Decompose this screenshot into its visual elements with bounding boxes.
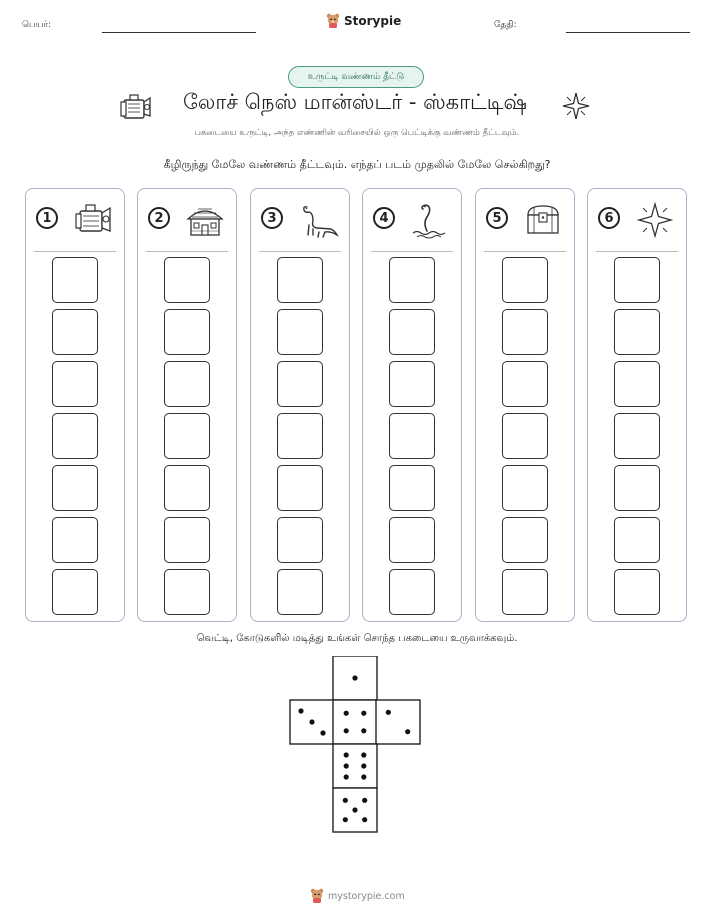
color-box[interactable] bbox=[389, 569, 435, 615]
color-box[interactable] bbox=[277, 465, 323, 511]
die-pip bbox=[405, 729, 410, 734]
column-5 bbox=[475, 188, 575, 622]
bear-icon bbox=[326, 13, 340, 29]
brand-logo bbox=[326, 13, 401, 29]
color-box[interactable] bbox=[389, 309, 435, 355]
color-box[interactable] bbox=[502, 257, 548, 303]
die-face-3 bbox=[290, 700, 334, 744]
name-label: பெயர்: bbox=[22, 20, 52, 30]
color-box[interactable] bbox=[164, 413, 210, 459]
die-pip bbox=[343, 817, 348, 822]
column-2 bbox=[137, 188, 237, 622]
date-label: தேதி: bbox=[494, 20, 517, 30]
color-box[interactable] bbox=[277, 517, 323, 563]
camera-icon bbox=[72, 201, 114, 239]
date-line[interactable] bbox=[566, 32, 690, 33]
die-pip bbox=[344, 728, 349, 733]
color-box[interactable] bbox=[52, 517, 98, 563]
color-box[interactable] bbox=[164, 257, 210, 303]
die-pip bbox=[309, 719, 314, 724]
die-pip bbox=[362, 817, 367, 822]
camera-icon bbox=[120, 92, 152, 122]
color-box[interactable] bbox=[277, 569, 323, 615]
color-box[interactable] bbox=[389, 465, 435, 511]
die-pip bbox=[386, 710, 391, 715]
column-divider bbox=[484, 251, 566, 252]
die-face-6 bbox=[333, 744, 377, 788]
color-box[interactable] bbox=[502, 517, 548, 563]
color-box[interactable] bbox=[277, 413, 323, 459]
treasure-chest-icon bbox=[522, 201, 564, 239]
color-box[interactable] bbox=[614, 569, 660, 615]
die-pip bbox=[320, 730, 325, 735]
color-box[interactable] bbox=[164, 517, 210, 563]
color-box[interactable] bbox=[614, 361, 660, 407]
die-pip bbox=[361, 728, 366, 733]
color-box[interactable] bbox=[52, 361, 98, 407]
name-line[interactable] bbox=[102, 32, 256, 33]
color-box[interactable] bbox=[277, 361, 323, 407]
die-pip bbox=[352, 807, 357, 812]
color-box[interactable] bbox=[277, 309, 323, 355]
die-pip bbox=[352, 675, 357, 680]
column-divider bbox=[146, 251, 228, 252]
brand-name: Storypie bbox=[344, 14, 402, 28]
sea-serpent-icon bbox=[409, 201, 451, 239]
question: கீழிருந்து மேலே வண்ணம் தீட்டவும். எந்தப் படம் முதலில் மேலே செல்கிறது? bbox=[163, 158, 551, 171]
color-box[interactable] bbox=[52, 465, 98, 511]
color-box[interactable] bbox=[164, 361, 210, 407]
column-divider bbox=[259, 251, 341, 252]
color-box[interactable] bbox=[389, 257, 435, 303]
column-divider bbox=[371, 251, 453, 252]
color-box[interactable] bbox=[502, 465, 548, 511]
bear-icon bbox=[310, 888, 324, 904]
color-box[interactable] bbox=[389, 517, 435, 563]
die-pip bbox=[361, 774, 366, 779]
column-number: 6 bbox=[598, 207, 620, 229]
dinosaur-icon bbox=[297, 201, 339, 239]
color-box[interactable] bbox=[614, 309, 660, 355]
die-pip bbox=[298, 708, 303, 713]
color-box[interactable] bbox=[502, 569, 548, 615]
die-pip bbox=[361, 752, 366, 757]
page-title: லோச் நெஸ் மான்ஸ்டர் - ஸ்காட்டிஷ் bbox=[183, 90, 527, 114]
footer bbox=[310, 888, 405, 904]
color-box[interactable] bbox=[614, 517, 660, 563]
activity-badge: உருட்டி வண்ணம் தீட்டு bbox=[288, 66, 424, 88]
die-pip bbox=[361, 711, 366, 716]
column-3 bbox=[250, 188, 350, 622]
column-number: 3 bbox=[261, 207, 283, 229]
column-number: 1 bbox=[36, 207, 58, 229]
color-box[interactable] bbox=[52, 257, 98, 303]
color-box[interactable] bbox=[389, 413, 435, 459]
subtitle: பகடையை உருட்டி, அந்த எண்ணின் வரிசையில் ஒரு பெட்டிக்கு வண்ணம் தீட்டவும். bbox=[194, 128, 520, 138]
column-1 bbox=[25, 188, 125, 622]
column-number: 2 bbox=[148, 207, 170, 229]
color-box[interactable] bbox=[277, 257, 323, 303]
die-pip bbox=[344, 711, 349, 716]
column-number: 5 bbox=[486, 207, 508, 229]
die-face-4 bbox=[333, 700, 377, 744]
color-box[interactable] bbox=[502, 413, 548, 459]
color-box[interactable] bbox=[164, 569, 210, 615]
color-box[interactable] bbox=[164, 465, 210, 511]
color-box[interactable] bbox=[52, 569, 98, 615]
die-face-1 bbox=[333, 656, 377, 700]
column-4 bbox=[362, 188, 462, 622]
sparkle-icon bbox=[562, 92, 590, 120]
color-box[interactable] bbox=[389, 361, 435, 407]
color-box[interactable] bbox=[164, 309, 210, 355]
die-face-5 bbox=[333, 788, 377, 832]
footer-url: mystorypie.com bbox=[328, 890, 405, 902]
sparkle-icon bbox=[634, 201, 676, 239]
color-box[interactable] bbox=[502, 309, 548, 355]
color-box[interactable] bbox=[614, 413, 660, 459]
color-box[interactable] bbox=[52, 413, 98, 459]
die-pip bbox=[344, 774, 349, 779]
die-pip bbox=[362, 798, 367, 803]
color-box[interactable] bbox=[614, 257, 660, 303]
die-pip bbox=[344, 752, 349, 757]
instruction: வெட்டி, கோடுகளில் மடித்து உங்கள் சொந்த பகடையை உருவாக்கவும். bbox=[196, 633, 518, 644]
column-divider bbox=[596, 251, 678, 252]
column-divider bbox=[34, 251, 116, 252]
die-pip bbox=[344, 763, 349, 768]
column-number: 4 bbox=[373, 207, 395, 229]
die-pip bbox=[343, 798, 348, 803]
color-box[interactable] bbox=[52, 309, 98, 355]
column-6 bbox=[587, 188, 687, 622]
die-pip bbox=[361, 763, 366, 768]
die-face-2 bbox=[376, 700, 420, 744]
die-net bbox=[288, 656, 428, 838]
cottage-icon bbox=[184, 201, 226, 239]
color-box[interactable] bbox=[502, 361, 548, 407]
color-box[interactable] bbox=[614, 465, 660, 511]
